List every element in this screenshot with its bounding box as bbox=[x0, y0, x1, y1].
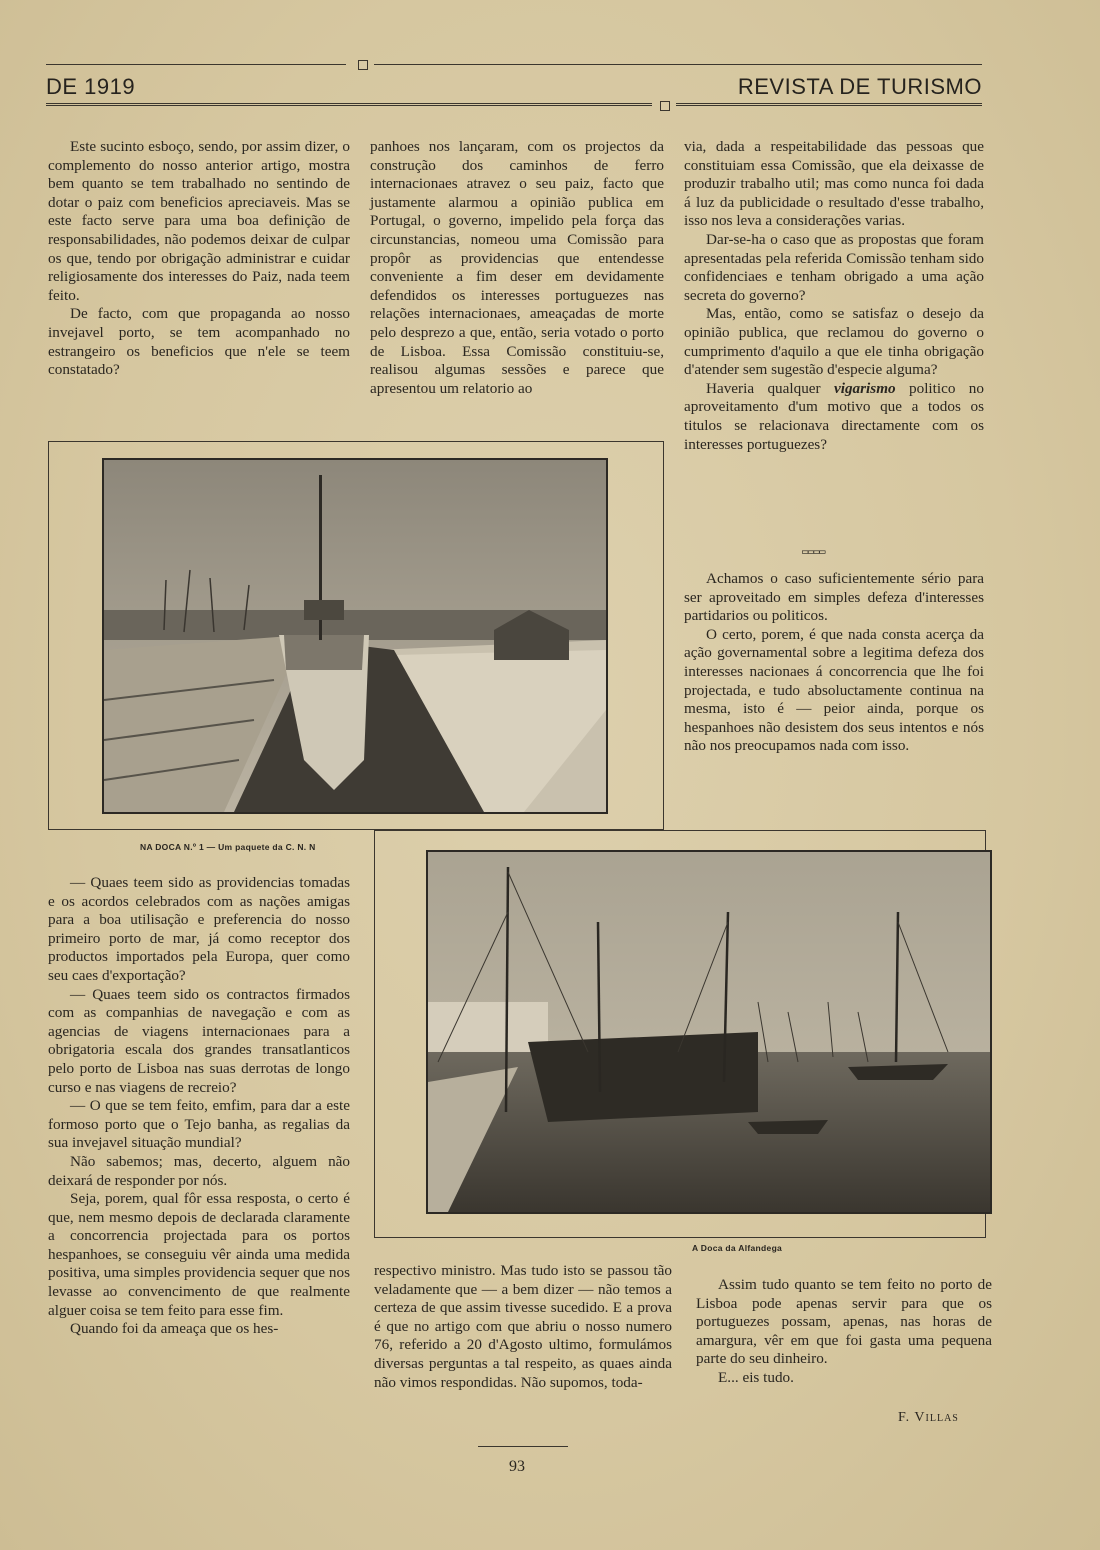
header-rule-bottom-left bbox=[46, 103, 652, 106]
photo-customs-dock bbox=[426, 850, 992, 1214]
header-date: DE 1919 bbox=[46, 74, 136, 99]
paragraph: Quando foi da ameaça que os hes- bbox=[70, 1320, 279, 1338]
header-title: REVISTA DE TURISMO bbox=[737, 74, 982, 99]
paragraph: Assim tudo quanto se tem feito no porto de Lisboa pode apenas servir para que os portuguezes possam, apenas, nas horas de amargura, vêr em que foi gasta uma pequena parte do seu dinheiro. bbox=[696, 1276, 992, 1368]
paragraph: respectivo ministro. Mas tudo isto se passou tão veladamente que — a bem dizer — não temos a certeza de que assim tivesse sucedido. E a prova é que no artigo com que abriu o nosso numero 76, referido a 20 d'Agosto ultimo, formulámos diversas perguntas a tal respeito, as quaes ainda não vimos respondidas. Não supomos, toda- bbox=[374, 1262, 672, 1391]
section-divider-ornament: ▭▭▭▭ bbox=[802, 545, 825, 558]
column-2-top bbox=[370, 138, 664, 398]
paragraph: Dar-se-ha o caso que as propostas que foram apresentadas pela referida Comissão tenham sido confidenciaes e tenham obrigado a uma ação secreta do governo? bbox=[684, 230, 984, 304]
page-number-rule bbox=[478, 1446, 568, 1447]
column-1-top bbox=[48, 138, 350, 380]
header-rule-top-right bbox=[374, 64, 982, 65]
ship-in-dock-image bbox=[104, 460, 606, 812]
column-3-mid bbox=[684, 570, 984, 756]
emphasis-vigarismo: vigarismo bbox=[834, 379, 896, 397]
header-rule-bottom-right bbox=[676, 103, 982, 106]
paragraph: Seja, porem, qual fôr essa resposta, o certo é que, nem mesmo depois de declarada claramente a concorrencia projectada para os portos hespanhoes, se conseguiu vêr ainda uma medida positiva, uma simples providencia sequer que nos levasse ao convencimento de que realmente alguer coisa se tem feito para esse fim. bbox=[48, 1190, 350, 1319]
header-ornament-bottom bbox=[660, 101, 670, 111]
paragraph: — Quaes teem sido as providencias tomadas e os acordos celebrados com as nações amigas para a boa utilisação e preferencia do nosso primeiro porto de mar, já como receptor dos productos importados pela Europa, quer como seu caes d'exportação? bbox=[48, 874, 350, 984]
column-3-top bbox=[684, 138, 984, 454]
paragraph: via, dada a respeitabilidade das pessoas que constituiam essa Comissão, que ela deixasse de produzir trabalho util; mas como nunca foi dada á luz da publicidade o resultado d'esse trabalho, isso nos leva a considerações varias. bbox=[684, 138, 984, 230]
paragraph: Não sabemos; mas, decerto, alguem não deixará de responder por nós. bbox=[48, 1152, 350, 1189]
paragraph: panhoes nos lançaram, com os projectos da construção dos caminhos de ferro internacionaes atravez o seu paiz, facto que justamente alarmou a opinião publica em Portugal, o governo, impelido pela força das circunstancias, nomeou uma Comissão para propôr as providencias que entendesse conveniente a fim deser em devidamente defendidos os interesses portuguezes nas relações internacionaes, ameaçadas de morte pelo desprezo a que, então, seria votado o porto de Lisboa. Essa Comissão constituiu-se, realisou algumas sessões e parece que apresentou um relatorio ao bbox=[370, 138, 664, 397]
author-signature: F. Villas bbox=[898, 1410, 959, 1425]
boats-at-dock-image bbox=[428, 852, 990, 1212]
paragraph: De facto, com que propaganda ao nosso invejavel porto, se tem acompanhado no estrangeiro os beneficios que n'ele se teem constatado? bbox=[48, 305, 350, 379]
column-1-bottom bbox=[48, 874, 350, 1339]
paragraph: Achamos o caso suficientemente sério para ser aproveitado em simples defeza d'interesses partidarios ou politicos. bbox=[684, 570, 984, 625]
header-ornament-top bbox=[358, 60, 368, 70]
text-run: politico no aproveitamento d'um motivo que a todos os titulos se relacionava directamente com os interesses portuguezes? bbox=[684, 379, 984, 453]
paragraph bbox=[684, 380, 984, 454]
paragraph: Este sucinto esboço, sendo, por assim dizer, o complemento do nosso anterior artigo, mostra bem quanto se tem trabalhado no sentindo de dotar o paiz com beneficios apreciaveis. Mas se este facto serve para uma boa definição de responsabilidades, não podemos deixar de culpar os que, tendo por obrigação administrar e cuidar religiosamente dos interesses do Paiz, nada teem feito. bbox=[48, 138, 350, 304]
paragraph: E... eis tudo. bbox=[718, 1368, 794, 1386]
paragraph: — O que se tem feito, emfim, para dar a este formoso porto que o Tejo banha, as regalias da sua invejavel situação mundial? bbox=[48, 1097, 350, 1152]
paragraph: Mas, então, como se satisfaz o desejo da opinião publica, que reclamou do governo o cumprimento d'aquilo a que ele tinha obrigação d'atender sem sugestão d'especie alguma? bbox=[684, 305, 984, 379]
page-number: 93 bbox=[509, 1458, 525, 1475]
paragraph: — Quaes teem sido os contractos firmados com as companhias de navegação e com as agencias de viagens internacionaes para a obrigatoria escala dos grandes transatlanticos pelo porto de Lisboa nas suas derrotas de longo curso e nas viagens de recreio? bbox=[48, 985, 350, 1096]
photo-dry-dock-ship bbox=[102, 458, 608, 814]
column-2-bottom bbox=[374, 1262, 672, 1392]
paragraph: O certo, porem, é que nada consta acerça da ação governamental sobre a legitima defeza dos interesses nacionaes á concorrencia que lhe foi projectada, e tudo absoluctamente continua na mesma, isto é — peior ainda, porque os hespanhoes não desistem dos seus intentos e nós não nos preocupamos nada com isso. bbox=[684, 625, 984, 755]
photo-2-caption: A Doca da Alfandega bbox=[692, 1243, 783, 1253]
text-run: Haveria qualquer bbox=[706, 379, 834, 397]
header-rule-top-left bbox=[46, 64, 346, 65]
photo-1-caption: NA DOCA N.º 1 — Um paquete da C. N. N bbox=[140, 842, 316, 852]
column-3-bottom bbox=[696, 1276, 992, 1388]
